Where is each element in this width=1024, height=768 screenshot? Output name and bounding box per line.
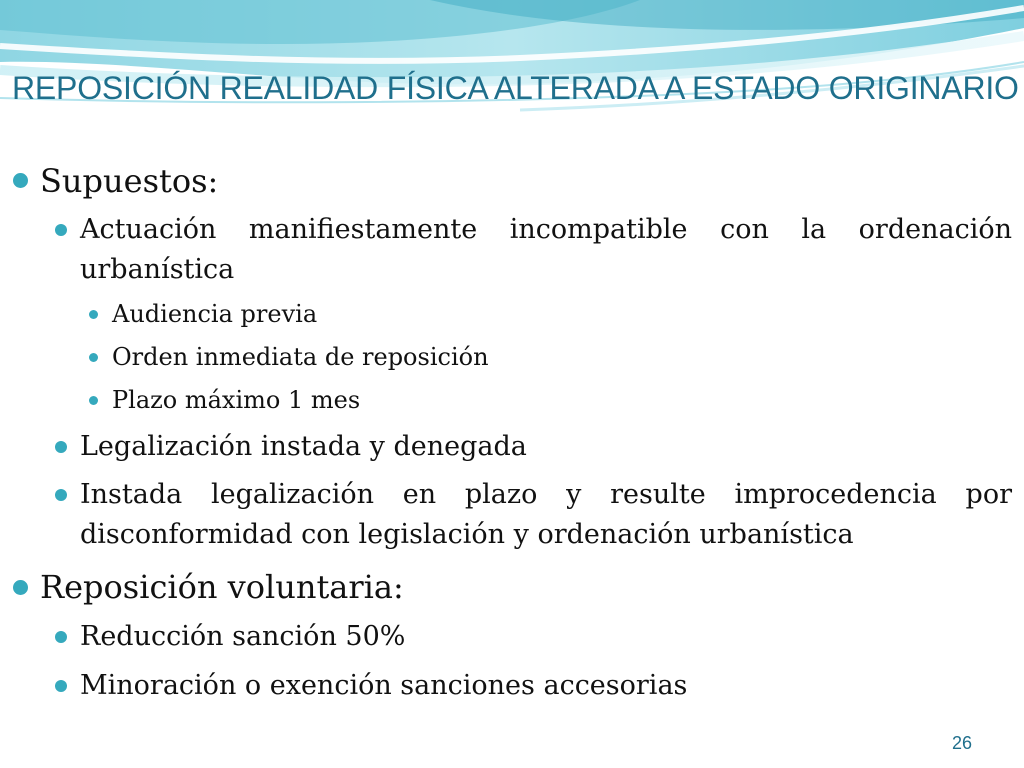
bullet-dot-icon bbox=[89, 353, 98, 362]
slide-title: REPOSICIÓN REALIDAD FÍSICA ALTERADA A ESTADO ORIGINARIO bbox=[12, 70, 1019, 106]
bullet-supuestos: Supuestos: bbox=[40, 162, 219, 200]
bullet-plazo-maximo: Plazo máximo 1 mes bbox=[112, 386, 361, 414]
bullet-dot-icon bbox=[89, 310, 98, 319]
bullet-minoracion-exencion: Minoración o exención sanciones accesorias bbox=[80, 670, 688, 701]
bullet-legalizacion-denegada: Legalización instada y denegada bbox=[80, 431, 527, 462]
bullet-dot-icon bbox=[55, 441, 67, 453]
bullet-audiencia-previa: Audiencia previa bbox=[112, 300, 318, 328]
bullet-dot-icon bbox=[55, 489, 67, 501]
bullet-reposicion-voluntaria: Reposición voluntaria: bbox=[40, 568, 404, 606]
bullet-actuacion: Actuación manifiestamente incompatible con la ordenación urbanística bbox=[80, 214, 1012, 285]
bullet-dot-icon bbox=[89, 396, 98, 405]
bullet-dot-icon bbox=[13, 580, 28, 595]
bullet-reduccion-sancion: Reducción sanción 50% bbox=[80, 621, 406, 652]
bullet-dot-icon bbox=[55, 680, 67, 692]
bullet-dot-icon bbox=[13, 173, 28, 188]
bullet-dot-icon bbox=[55, 224, 67, 236]
bullet-dot-icon bbox=[55, 631, 67, 643]
bullet-instada-legalizacion: Instada legalización en plazo y resulte improcedencia por disconformidad con legislación y ordenación urbanística bbox=[80, 479, 1012, 550]
page-number: 26 bbox=[951, 733, 972, 753]
bullet-orden-inmediata: Orden inmediata de reposición bbox=[112, 343, 489, 371]
